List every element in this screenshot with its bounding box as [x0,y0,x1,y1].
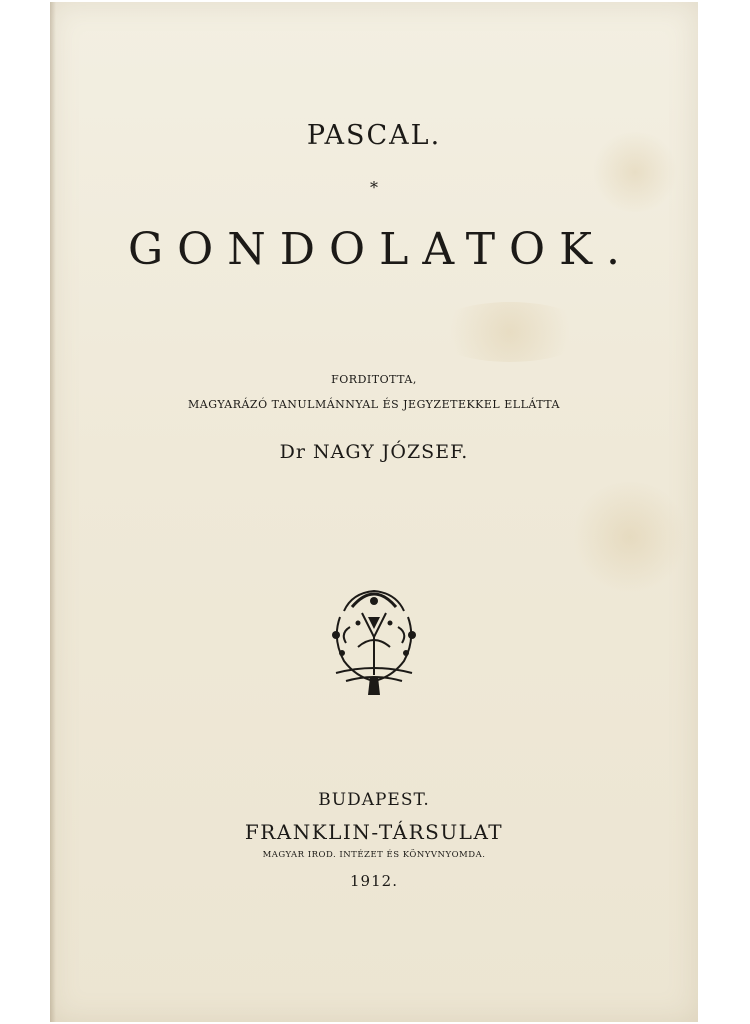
paper-stain [430,302,590,362]
author-name: PASCAL. [306,120,442,151]
printer-imprint: MAGYAR IROD. INTÉZET ÉS KÖNYVNYOMDA. [262,850,486,860]
book-title: GONDOLATOK. [128,224,634,275]
book-title-page [50,2,698,1022]
publication-city: BUDAPEST. [318,790,430,810]
translator-name: Dr NAGY JÓZSEF. [279,441,469,463]
paper-stain [570,482,690,592]
edition-description: MAGYARÁZÓ TANULMÁNNYAL ÉS JEGYZETEKKEL ELLÁTTA [188,398,560,411]
publication-year: 1912. [350,872,398,890]
translated-by-label: FORDITOTTA, [331,373,417,386]
publisher-name: FRANKLIN-TÁRSULAT [244,820,504,844]
printers-mark-icon [322,577,426,697]
star-ornament: * [370,178,378,197]
